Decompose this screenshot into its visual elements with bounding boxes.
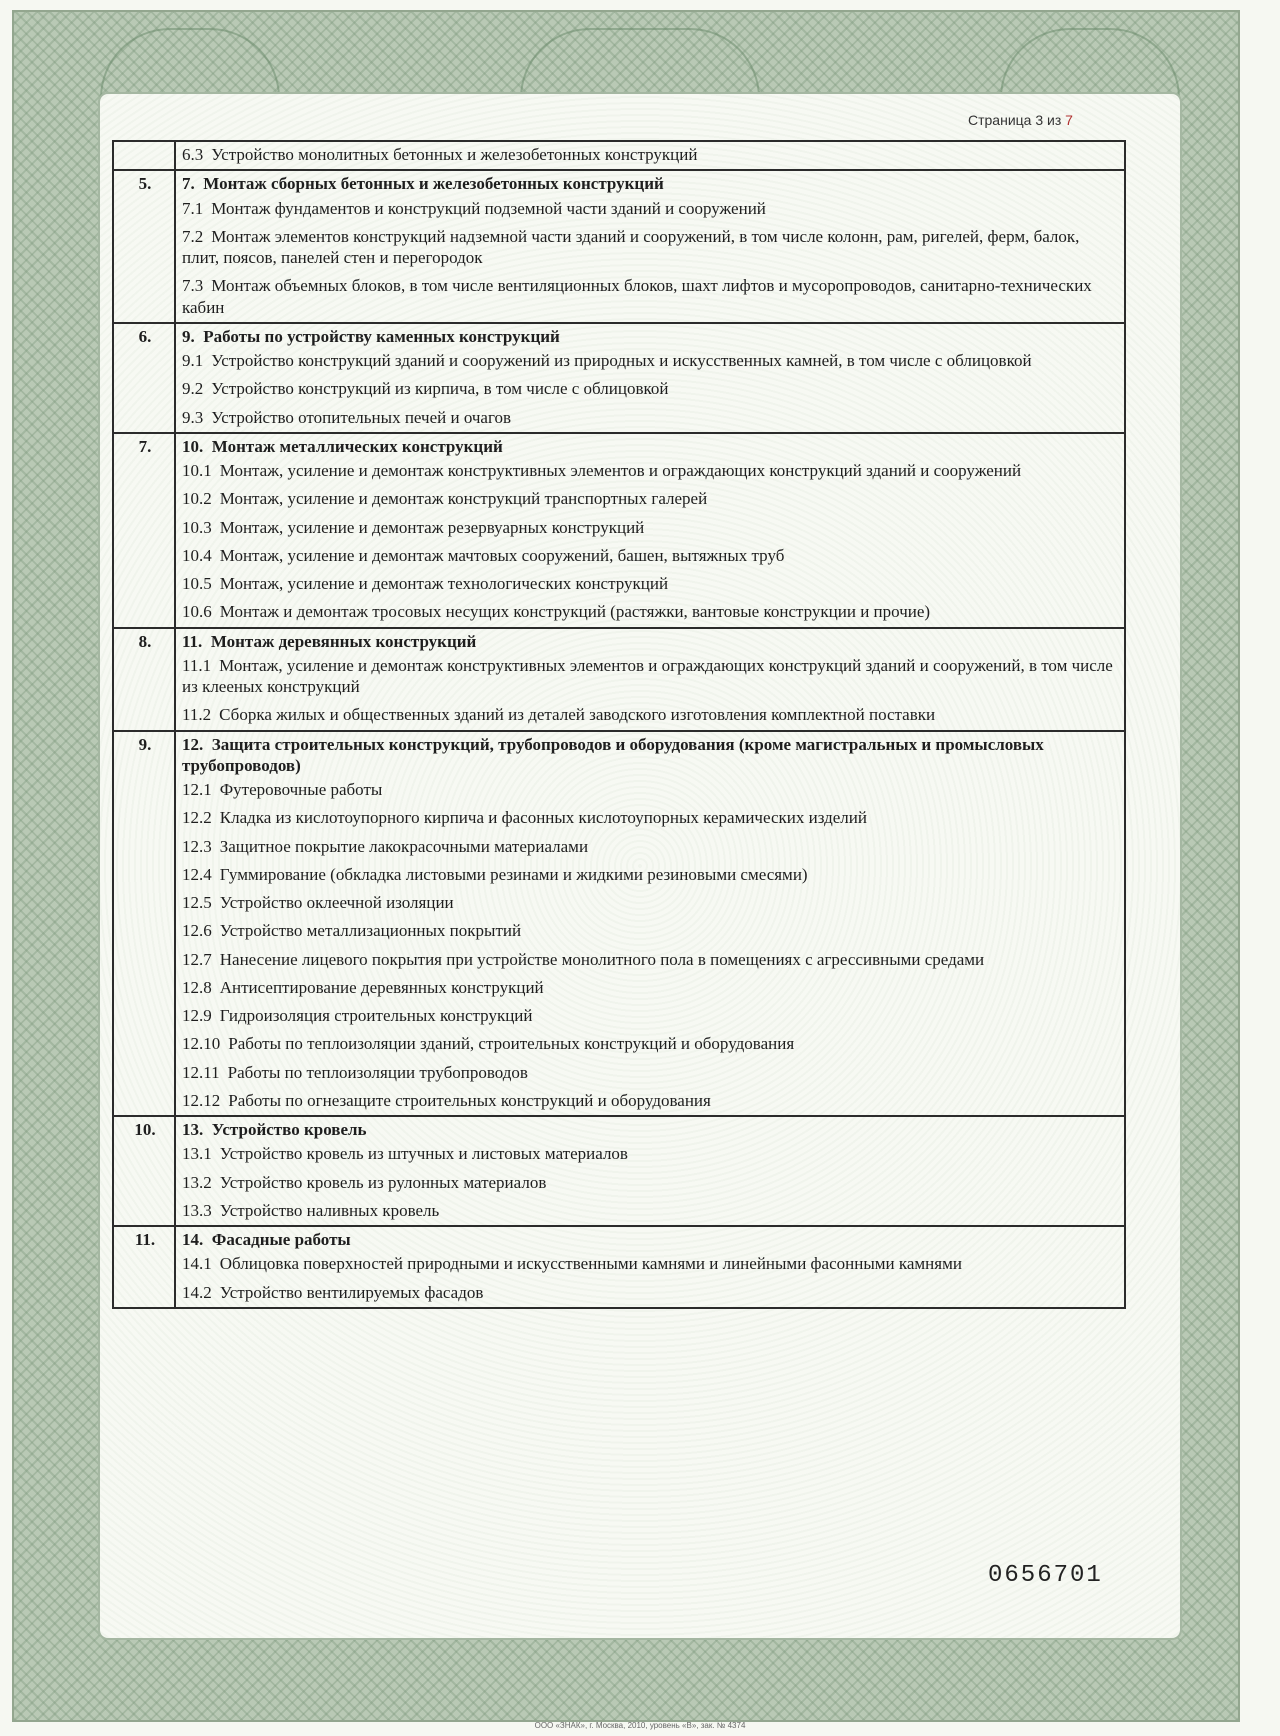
group-title (182, 326, 1120, 347)
item-text: Устройство наливных кровель (219, 1200, 440, 1220)
item-code: 12.2 (182, 808, 212, 828)
row-number: 7. (113, 433, 175, 628)
item-code: 10.1 (182, 461, 212, 480)
row-content (175, 170, 1125, 323)
item-code: 13.2 (182, 1172, 212, 1192)
list-item (182, 144, 1120, 165)
list-item (182, 920, 1120, 941)
item-text: Футеровочные работы (219, 780, 383, 799)
group-title (182, 436, 1120, 457)
item-text: Монтаж объемных блоков, в том числе вентиляционных блоков, шахт лифтов и мусоропроводов, санитарно-технических кабин (182, 276, 1092, 317)
group-code: 9. (182, 326, 195, 346)
list-item (182, 517, 1120, 538)
group-title-text: Устройство кровель (211, 1120, 367, 1139)
item-code: 13.3 (182, 1200, 212, 1220)
item-code: 11.1 (182, 655, 212, 675)
list-item (182, 704, 1120, 725)
group-code: 11. (182, 631, 203, 651)
row-content (175, 323, 1125, 433)
group-code: 7. (182, 174, 195, 194)
item-code: 10.2 (182, 489, 212, 509)
item-text: Устройство конструкций зданий и сооружений из природных и искусственных камней, в том числе с облицовкой (211, 351, 1032, 370)
group-title-text: Монтаж деревянных конструкций (210, 631, 477, 651)
list-item (182, 407, 1120, 428)
item-code: 12.8 (182, 977, 212, 997)
works-table (112, 140, 1126, 1309)
group-code: 13. (182, 1120, 204, 1139)
list-item (182, 807, 1120, 828)
item-code: 10.4 (182, 545, 212, 565)
row-content (175, 1116, 1125, 1226)
list-item (182, 1253, 1120, 1274)
item-text: Устройство конструкций из кирпича, в том числе с облицовкой (211, 379, 669, 399)
row-number: 5. (113, 170, 175, 323)
item-text: Устройство оклеечной изоляции (219, 893, 454, 912)
page-current: 3 (1035, 112, 1044, 128)
item-text: Облицовка поверхностей природными и искусственными камнями и линейными фасонными камнями (219, 1254, 962, 1274)
group-title (182, 1229, 1120, 1250)
list-item (182, 573, 1120, 594)
table-row (113, 433, 1125, 628)
item-text: Устройство кровель из рулонных материалов (219, 1172, 547, 1192)
list-item (182, 1282, 1120, 1303)
item-code: 10.3 (182, 517, 212, 537)
item-text: Устройство монолитных бетонных и железобетонных конструкций (211, 145, 698, 164)
group-title (182, 631, 1120, 652)
item-text: Защитное покрытие лакокрасочными материалами (219, 836, 589, 856)
item-text: Монтаж, усиление и демонтаж резервуарных конструкций (219, 517, 645, 537)
table-row (113, 1116, 1125, 1226)
printer-imprint: ООО «ЗНАК», г. Москва, 2010, уровень «В», зак. № 4374 (534, 1721, 746, 1730)
row-content (175, 141, 1125, 170)
item-text: Кладка из кислотоупорного кирпича и фасонных кислотоупорных керамических изделий (219, 808, 867, 828)
item-code: 12.3 (182, 836, 212, 856)
row-number: 11. (113, 1226, 175, 1308)
item-text: Работы по теплоизоляции зданий, строительных конструкций и оборудования (228, 1034, 795, 1054)
item-code: 9.2 (182, 379, 204, 399)
table-row (113, 170, 1125, 323)
item-text: Монтаж и демонтаж тросовых несущих конструкций (растяжки, вантовые конструкции и прочие) (219, 602, 931, 622)
item-text: Работы по огнезащите строительных конструкций и оборудования (228, 1090, 711, 1110)
item-text: Устройство отопительных печей и очагов (211, 407, 512, 427)
list-item (182, 545, 1120, 566)
item-text: Монтаж, усиление и демонтаж конструктивных элементов и ограждающих конструкций зданий и сооружений, в том числе из клееных конструкций (182, 655, 1113, 696)
list-item (182, 488, 1120, 509)
item-text: Работы по теплоизоляции трубопроводов (227, 1062, 528, 1082)
serial-number: 0656701 (988, 1562, 1103, 1589)
item-text: Монтаж, усиление и демонтаж конструкций транспортных галерей (219, 489, 708, 509)
item-code: 10.5 (182, 574, 212, 593)
item-code: 7.3 (182, 276, 204, 296)
item-text: Устройство вентилируемых фасадов (219, 1282, 484, 1302)
list-item (182, 1200, 1120, 1221)
item-code: 12.1 (182, 780, 212, 799)
item-text: Монтаж фундаментов и конструкций подземной части зданий и сооружений (211, 198, 766, 218)
row-number: 6. (113, 323, 175, 433)
list-item (182, 275, 1120, 318)
item-code: 12.11 (182, 1062, 220, 1082)
row-content (175, 1226, 1125, 1308)
item-text: Гуммирование (обкладка листовыми резинами и жидкими резиновыми смесями) (219, 864, 808, 884)
list-item (182, 864, 1120, 885)
group-code: 14. (182, 1230, 204, 1249)
item-code: 7.2 (182, 226, 204, 246)
item-code: 14.2 (182, 1282, 212, 1302)
item-text: Гидроизоляция строительных конструкций (219, 1006, 533, 1025)
item-text: Монтаж, усиление и демонтаж конструктивных элементов и ограждающих конструкций зданий и сооружений (219, 461, 1022, 480)
row-number: 9. (113, 731, 175, 1117)
group-title-text: Работы по устройству каменных конструкций (203, 326, 560, 346)
item-code: 9.3 (182, 407, 204, 427)
item-code: 12.10 (182, 1034, 221, 1054)
item-code: 10.6 (182, 602, 212, 622)
table-row (113, 628, 1125, 731)
item-text: Антисептирование деревянных конструкций (219, 977, 544, 997)
list-item (182, 1033, 1120, 1054)
list-item (182, 977, 1120, 998)
list-item (182, 1172, 1120, 1193)
item-code: 12.4 (182, 864, 212, 884)
group-title (182, 1119, 1120, 1140)
item-text: Монтаж элементов конструкций надземной части зданий и сооружений, в том числе колонн, рам, ригелей, ферм, балок, плит, поясов, панелей стен и перегородок (182, 226, 1080, 267)
list-item (182, 1090, 1120, 1111)
item-text: Нанесение лицевого покрытия при устройстве монолитного пола в помещениях с агрессивными средами (219, 949, 985, 969)
list-item (182, 1005, 1120, 1026)
list-item (182, 1143, 1120, 1164)
item-code: 14.1 (182, 1254, 212, 1274)
group-title-text: Монтаж металлических конструкций (211, 436, 503, 456)
item-text: Монтаж, усиление и демонтаж технологических конструкций (219, 574, 669, 593)
item-text: Устройство металлизационных покрытий (219, 921, 522, 941)
table-row (113, 731, 1125, 1117)
list-item (182, 836, 1120, 857)
group-title-text: Защита строительных конструкций, трубопроводов и оборудования (кроме магистральных и промысловых трубопроводов) (182, 734, 1044, 775)
row-content (175, 628, 1125, 731)
list-item (182, 779, 1120, 800)
item-code: 6.3 (182, 145, 204, 164)
group-title (182, 734, 1120, 777)
list-item (182, 378, 1120, 399)
table-row (113, 141, 1125, 170)
works-table-body (113, 141, 1125, 1308)
group-code: 10. (182, 436, 204, 456)
item-text: Устройство кровель из штучных и листовых материалов (219, 1144, 628, 1164)
item-code: 11.2 (182, 705, 212, 725)
page-word: Страница (968, 112, 1032, 128)
item-code: 7.1 (182, 198, 204, 218)
page-of-word: из (1047, 112, 1062, 128)
item-code: 9.1 (182, 351, 204, 370)
group-title (182, 173, 1120, 194)
group-title-text: Монтаж сборных бетонных и железобетонных конструкций (203, 174, 664, 194)
list-item (182, 655, 1120, 698)
row-number: 10. (113, 1116, 175, 1226)
list-item (182, 460, 1120, 481)
item-code: 12.12 (182, 1090, 221, 1110)
item-code: 12.6 (182, 921, 212, 941)
item-code: 12.9 (182, 1006, 212, 1025)
list-item (182, 949, 1120, 970)
list-item (182, 892, 1120, 913)
item-text: Сборка жилых и общественных зданий из деталей заводского изготовления комплектной поставки (219, 705, 936, 725)
list-item (182, 350, 1120, 371)
group-code: 12. (182, 734, 204, 754)
list-item (182, 1062, 1120, 1083)
table-row (113, 323, 1125, 433)
list-item (182, 198, 1120, 219)
row-content (175, 433, 1125, 628)
item-code: 12.5 (182, 893, 212, 912)
list-item (182, 226, 1120, 269)
row-number: 8. (113, 628, 175, 731)
frame-ornament-center (520, 28, 760, 98)
page-total: 7 (1065, 112, 1073, 128)
page-indicator (968, 112, 1073, 128)
row-content (175, 731, 1125, 1117)
table-row (113, 1226, 1125, 1308)
group-title-text: Фасадные работы (211, 1230, 351, 1249)
item-text: Монтаж, усиление и демонтаж мачтовых сооружений, башен, вытяжных труб (219, 545, 785, 565)
item-code: 13.1 (182, 1144, 212, 1164)
row-number (113, 141, 175, 170)
item-code: 12.7 (182, 949, 212, 969)
list-item (182, 601, 1120, 622)
